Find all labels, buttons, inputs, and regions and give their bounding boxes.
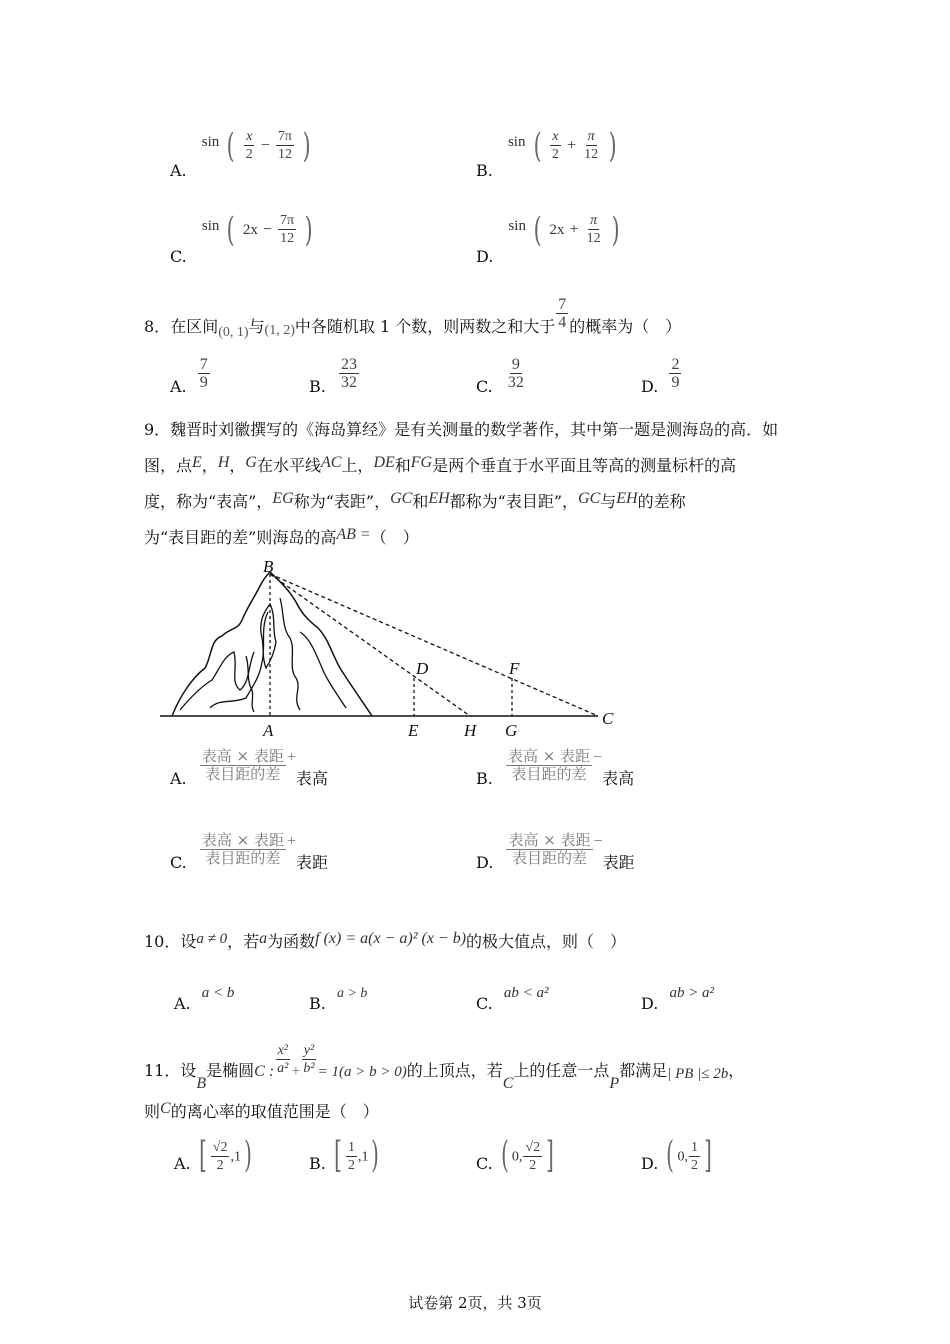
rparen: ) — [611, 209, 620, 250]
op: − — [593, 749, 603, 766]
mountain-outline — [172, 572, 372, 716]
page-footer: 试卷第 2页，共 3页 — [408, 1294, 542, 1312]
text: 为“表目距的差”则海岛的高 — [144, 528, 337, 547]
q11-option-d[interactable] — [641, 1135, 715, 1176]
q8-option-c[interactable] — [476, 356, 527, 396]
fraction: $\frac{\text{表高 × 表距}}{\text{表目距的差}}$ — [507, 747, 591, 783]
text: ， — [728, 1061, 745, 1080]
text: （ ） — [370, 528, 419, 547]
fraction: $\frac{\text{表高 × 表距}}{\text{表目距的差}}$ — [201, 831, 284, 867]
lparen: ( — [226, 125, 235, 166]
label-e: E — [408, 721, 419, 740]
text: 中各随机取 1 个数，则两数之和大于 — [294, 317, 556, 336]
frac-2: $\frac{\pi}{12}$ — [584, 129, 599, 162]
mountain-detail — [210, 612, 268, 708]
text: 则 — [144, 1102, 161, 1121]
math-fg: FG — [410, 454, 433, 471]
tail-text: 表高 — [602, 769, 635, 788]
mountain-detail — [280, 598, 300, 710]
op: − — [593, 833, 603, 850]
expression: ab < a² — [503, 985, 549, 1001]
option-label: A. — [174, 1153, 191, 1173]
text: 是两个垂直于水平面且等高的测量标杆的高 — [432, 456, 737, 475]
rparen: ) — [304, 209, 313, 250]
option-label: C. — [170, 247, 187, 266]
left-bracket: ( — [501, 1135, 509, 1176]
q10-option-c[interactable] — [476, 982, 549, 1013]
fraction: $\frac{9}{32}$ — [507, 356, 524, 391]
fraction: $\frac{1}{2}$ — [347, 1139, 355, 1173]
math-cond: a ≠ 0 — [196, 931, 228, 947]
fn: sin — [201, 218, 220, 234]
fraction: $\frac{7}{9}$ — [199, 356, 208, 391]
left-bracket: [ — [198, 1135, 207, 1176]
q8-option-b[interactable] — [309, 356, 360, 396]
math-gc: GC — [390, 490, 413, 507]
option-label: B. — [309, 1153, 326, 1173]
option-label: A. — [170, 769, 187, 788]
arg: 2x — [549, 222, 565, 238]
text: 上的任意一点 — [513, 1061, 610, 1080]
option-label: D. — [641, 1153, 659, 1173]
rparen: ) — [302, 125, 311, 166]
interval-1: (0, 1) — [218, 325, 249, 340]
q10-option-b[interactable] — [309, 982, 368, 1013]
option-label: D. — [641, 377, 659, 396]
op: + — [567, 137, 577, 154]
option-label: B. — [309, 377, 326, 396]
text: 在区间 — [170, 317, 219, 336]
text: 和 — [412, 492, 429, 511]
text: 的差称 — [637, 492, 686, 511]
math-inequality: | PB |≤ 2b — [667, 1066, 729, 1082]
q11-option-a[interactable] — [174, 1135, 255, 1176]
right-bracket: ] — [704, 1135, 712, 1176]
q9-line-2 — [144, 456, 736, 477]
text: 称为“表距”， — [293, 492, 391, 511]
text: 都满足 — [619, 1061, 668, 1080]
q8-stem — [144, 296, 682, 340]
op: + — [569, 221, 579, 238]
text: 在水平线 — [256, 456, 321, 475]
text: 的极大值点，则（ ） — [466, 932, 627, 951]
frac-2: $\frac{\pi}{12}$ — [586, 213, 601, 246]
separator: ,1 — [230, 1149, 241, 1165]
fraction: $\frac{√2}{2}$ — [212, 1139, 228, 1173]
text: 为函数 — [267, 932, 316, 951]
text: 图，点 — [144, 456, 193, 475]
math-h: H — [217, 454, 230, 471]
expression: ab > a² — [669, 985, 715, 1001]
expression: a > b — [336, 986, 368, 1001]
math-gc: GC — [578, 490, 601, 507]
math-g: G — [245, 454, 257, 471]
q9-option-a[interactable] — [170, 747, 328, 788]
math-ac: AC — [320, 454, 342, 471]
text: ，若 — [227, 932, 260, 951]
label-b: B — [263, 558, 274, 576]
island-figure — [150, 558, 630, 742]
text: ， — [201, 456, 218, 475]
q11-option-b[interactable] — [309, 1135, 383, 1176]
fn: sin — [507, 134, 526, 150]
frac-1: $\frac{x}{2}$ — [245, 129, 253, 162]
op: + — [286, 749, 296, 766]
option-label: B. — [476, 161, 493, 180]
label-f: F — [509, 659, 520, 678]
fn: sin — [508, 218, 526, 234]
q8-option-d[interactable] — [641, 356, 682, 396]
q7-option-c[interactable] — [170, 209, 315, 266]
option-label: C. — [170, 853, 187, 872]
text: 和 — [394, 456, 411, 475]
frac-2: $\frac{7\pi}{12}$ — [280, 213, 295, 246]
math-function: f (x) = a(x − a)² (x − b) — [315, 930, 467, 947]
math-a: a — [259, 930, 268, 947]
label-c: C — [602, 709, 614, 728]
fraction-x: $\frac{\text{x²}}{\text{a²}}$ — [277, 1043, 289, 1076]
prefix: 0, — [677, 1149, 688, 1165]
right-bracket: ) — [244, 1135, 252, 1176]
left-bracket: ( — [666, 1135, 675, 1176]
q9-line-3 — [144, 492, 686, 513]
option-label: A. — [174, 994, 191, 1013]
option-label: A. — [170, 377, 187, 396]
tail-text: 表距 — [602, 853, 635, 872]
sight-line-bc — [270, 574, 598, 716]
math-c: C : — [254, 1063, 275, 1080]
text: 的离心率的取值范围是（ ） — [170, 1102, 379, 1121]
text: 的上顶点，若 — [406, 1061, 503, 1080]
q9-line-4 — [144, 528, 419, 549]
prefix: 0, — [511, 1149, 523, 1165]
label-h: H — [464, 721, 477, 740]
q9-line-1: 9．魏晋时刘徽撰写的《海岛算经》是有关测量的数学著作，其中第一题是测海岛的高．如 — [144, 420, 779, 439]
fraction: $\frac{\text{表高 × 表距}}{\text{表目距的差}}$ — [508, 831, 591, 867]
math-ab: AB = — [336, 526, 371, 543]
text: 都称为“表目距”， — [449, 492, 579, 511]
math-eh: EH — [616, 490, 638, 507]
text: ， — [229, 456, 246, 475]
arg: 2x — [242, 222, 258, 238]
fraction: $\frac{7}{4}$ — [558, 296, 567, 331]
right-bracket: ) — [371, 1135, 380, 1176]
text: 与 — [248, 317, 265, 336]
right-bracket: ] — [546, 1135, 554, 1176]
option-label: C. — [476, 1153, 493, 1173]
q7-option-d[interactable] — [476, 209, 622, 266]
math-eh: EH — [428, 490, 450, 507]
label-g: G — [505, 721, 518, 740]
math-eg: EG — [272, 490, 294, 507]
fraction: $\frac{2}{9}$ — [671, 356, 680, 391]
text: 是椭圆 — [206, 1061, 255, 1080]
option-label: C. — [476, 994, 493, 1013]
text: 的概率为（ ） — [569, 317, 682, 336]
question-number: 11．设 — [144, 1061, 197, 1080]
q10-option-d[interactable] — [641, 982, 715, 1013]
question-number: 10．设 — [144, 932, 197, 951]
math-c: C — [502, 1075, 514, 1092]
tail-text: 表高 — [295, 769, 328, 788]
q11-stem-line-1 — [144, 1042, 745, 1092]
fraction: $\frac{√2}{2}$ — [525, 1139, 541, 1173]
option-label: B. — [476, 769, 493, 788]
lparen: ( — [533, 125, 542, 166]
text: 与 — [600, 492, 617, 511]
op: − — [262, 221, 272, 238]
lparen: ( — [533, 209, 542, 250]
math-eq: = 1(a > b > 0) — [317, 1064, 407, 1080]
sight-line-bh — [270, 574, 470, 716]
q8-option-a[interactable] — [170, 356, 211, 396]
fn: sin — [201, 134, 220, 150]
q7-option-a[interactable] — [170, 125, 313, 180]
fraction: $\frac{23}{32}$ — [340, 356, 357, 391]
tail-text: 表距 — [296, 853, 329, 872]
op: + — [286, 833, 296, 850]
label-a: A — [263, 721, 274, 740]
frac-1: $\frac{x}{2}$ — [551, 129, 559, 162]
expression: a < b — [201, 985, 235, 1001]
text: 上， — [341, 456, 374, 475]
fraction-y: $\frac{\text{y²}}{\text{b²}}$ — [303, 1043, 315, 1076]
label-d: D — [416, 659, 429, 678]
math-c: C — [160, 1100, 171, 1117]
q10-stem — [144, 928, 626, 949]
separator: ,1 — [357, 1149, 369, 1165]
option-label: D. — [476, 853, 494, 872]
frac-2: $\frac{7\pi}{12}$ — [277, 129, 292, 162]
rparen: ) — [608, 125, 617, 166]
interval-2: (1, 2) — [264, 323, 295, 338]
lparen: ( — [227, 209, 236, 250]
mountain-detail — [300, 632, 346, 708]
op: + — [291, 1063, 301, 1080]
q9-option-d[interactable] — [476, 831, 635, 872]
fraction: $\frac{1}{2}$ — [690, 1139, 698, 1173]
math-e: E — [192, 454, 202, 471]
op: − — [260, 137, 270, 154]
q7-option-b[interactable] — [476, 125, 619, 180]
math-de: DE — [373, 454, 395, 471]
q11-stem-line-2 — [144, 1102, 379, 1123]
option-label: B. — [309, 994, 326, 1013]
math-p: P — [609, 1075, 620, 1092]
q9-option-c[interactable] — [170, 831, 329, 872]
option-label: D. — [641, 994, 659, 1013]
question-number: 8． — [144, 317, 171, 336]
option-label: C. — [476, 377, 493, 396]
option-label: A. — [170, 161, 187, 180]
q10-option-a[interactable] — [174, 982, 235, 1013]
math-b: B — [196, 1075, 207, 1092]
option-label: D. — [476, 247, 494, 266]
left-bracket: [ — [334, 1135, 342, 1176]
q11-option-c[interactable] — [476, 1135, 557, 1176]
text: 度，称为“表高”， — [144, 492, 273, 511]
fraction: $\frac{\text{表高 × 表距}}{\text{表目距的差}}$ — [201, 747, 284, 783]
q9-option-b[interactable] — [476, 747, 635, 788]
